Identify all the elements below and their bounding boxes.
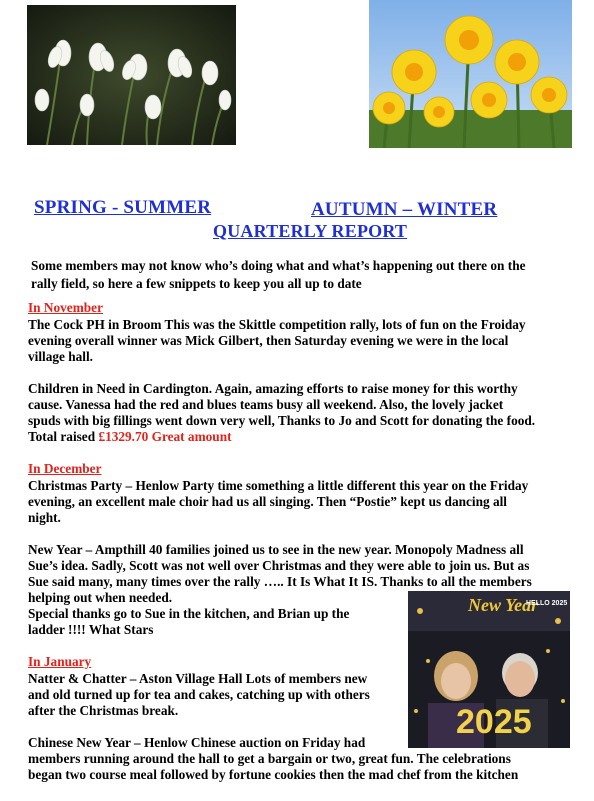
snowdrops-photo: [27, 5, 236, 145]
daffodils-photo: [369, 0, 572, 148]
january-p1-line: after the Christmas break.: [28, 703, 179, 718]
section-title-december: In December: [28, 461, 102, 476]
section-title-november: In November: [28, 300, 103, 315]
daffodils-illustration: [369, 0, 572, 148]
november-p2-line: spuds with big fillings went down very well, Thanks to Jo and Scott for donating the food.: [28, 413, 536, 428]
january-p2-line: members running around the hall to get a bargain or two, great fun. The celebrations: [28, 751, 511, 766]
november-total-line: [28, 429, 232, 445]
december-p2-line: ladder !!!! What Stars: [28, 622, 154, 637]
december-p2-line: Sue’s idea. Sadly, Scott was not well over Christmas and they were able to join us. But as: [28, 558, 530, 573]
intro-line-1: Some members may not know who’s doing what and what’s happening out there on the: [31, 258, 526, 273]
november-p1-line: village hall.: [28, 349, 94, 364]
heading-quarterly-report: QUARTERLY REPORT: [213, 221, 408, 241]
november-p2-line: Children in Need in Cardington. Again, amazing efforts to raise money for this worthy: [28, 381, 518, 396]
intro-line-2: rally field, so here a few snippets to keep you all up to date: [31, 276, 362, 291]
november-p2-line: cause. Vanessa had the red and blues teams busy all weekend. Also, the lovely jacket: [28, 397, 504, 412]
heading-autumn-winter: AUTUMN – WINTER: [311, 199, 498, 220]
total-label: Total raised: [28, 429, 99, 444]
section-title-january: In January: [28, 654, 92, 669]
january-p2-line: began two course meal followed by fortune cookies then the mad chef from the kitchen: [28, 767, 519, 782]
corner-text: HELLO 2025: [526, 600, 568, 607]
banner-text: New Year: [468, 595, 539, 615]
total-amount: £1329.70 Great amount: [98, 429, 232, 444]
year-text: 2025: [456, 703, 532, 741]
heading-spring-summer: SPRING - SUMMER: [34, 197, 212, 218]
december-p2-line: Sue said many, many times over the rally ….. It Is What It IS. Thanks to all the members: [28, 574, 532, 589]
new-year-photo: [408, 591, 570, 748]
new-year-illustration: [408, 591, 570, 748]
december-p1-line: Christmas Party – Henlow Party time something a little different this year on the Friday: [28, 478, 529, 493]
december-p2-line: Special thanks go to Sue in the kitchen, and Brian up the: [28, 606, 350, 621]
january-p1-line: Natter & Chatter – Aston Village Hall Lots of members new: [28, 671, 368, 686]
december-p1-line: evening, an excellent male choir had us all singing. Then “Postie” kept us dancing all: [28, 494, 507, 509]
december-p1-line: night.: [28, 510, 61, 525]
snowdrops-illustration: [27, 5, 236, 145]
january-p2-line: Chinese New Year – Henlow Chinese auction on Friday had: [28, 735, 366, 750]
january-p1-line: and old turned up for tea and cakes, catching up with others: [28, 687, 370, 702]
december-p2-line: New Year – Ampthill 40 families joined us to see in the new year. Monopoly Madness all: [28, 542, 524, 557]
december-p2-line: helping out when needed.: [28, 590, 173, 605]
november-p1-line: evening overall winner was Mick Gilbert, then Saturday evening we were in the local: [28, 333, 509, 348]
november-p1-line: The Cock PH in Broom This was the Skittle competition rally, lots of fun on the Froiday: [28, 317, 526, 332]
